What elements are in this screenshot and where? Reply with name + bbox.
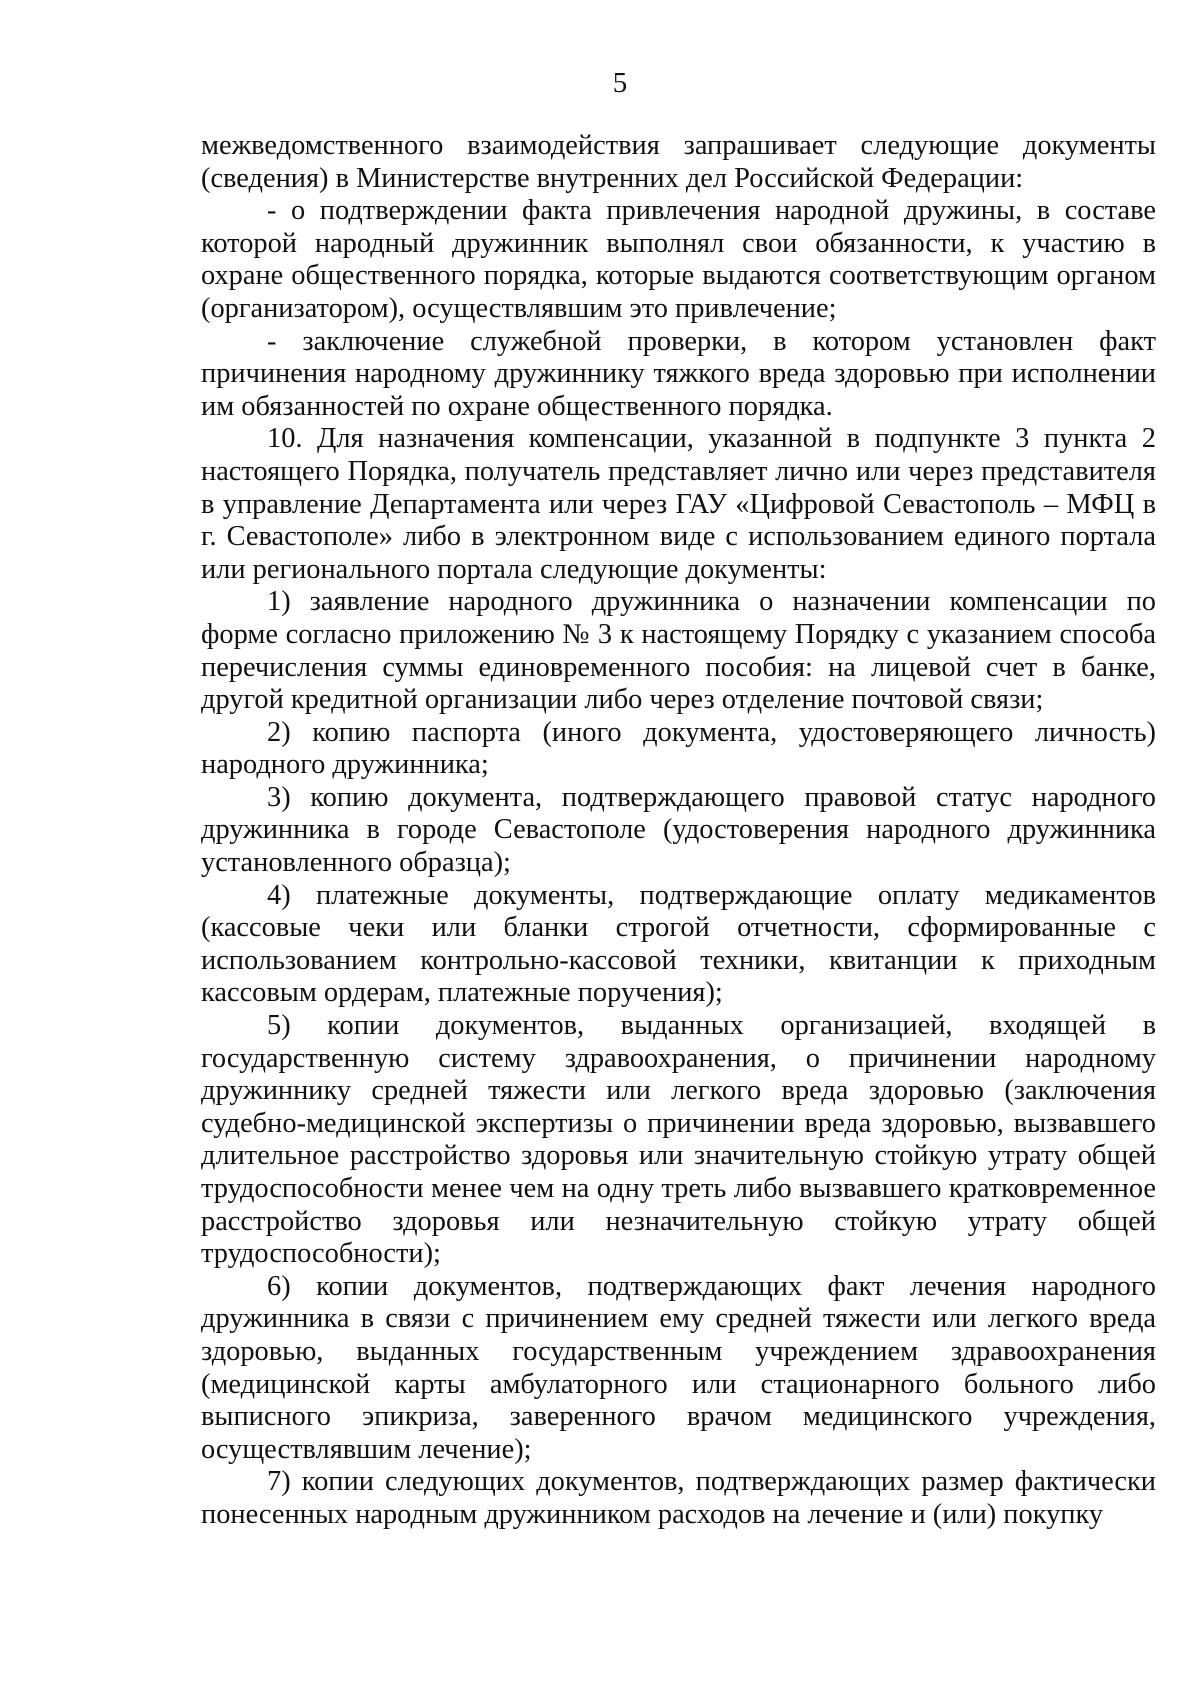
list-item: 4) платежные документы, подтверждающие оплату медикаментов (кассовые чеки или бланки строгой отчетности, сформированные с использованием контрольно-кассовой техники, квитанции к приходным кассовым ордерам, платежные поручения); xyxy=(201,879,1156,1009)
list-item: 6) копии документов, подтверждающих факт лечения народного дружинника в связи с причинением ему средней тяжести или легкого вреда здоровью, выданных государственным учреждением здравоохранения (медицинской карты амбулаторного или стационарного больного либо выписного эпикриза, заверенного врачом медицинского учреждения, осуществлявшим лечение); xyxy=(201,1270,1156,1465)
document-body xyxy=(201,130,1156,1532)
paragraph: - о подтверждении факта привлечения народной дружины, в составе которой народный дружинник выполнял свои обязанности, к участию в охране общественного порядка, которые выдаются соответствующим органом (организатором), осуществлявшим это привлечение; xyxy=(201,195,1156,324)
paragraph: 10. Для назначения компенсации, указанной в подпункте 3 пункта 2 настоящего Порядка, получатель представляет лично или через представителя в управление Департамента или через ГАУ «Цифровой Севастополь – МФЦ в г. Севастополе» либо в электронном виде с использованием единого портала или регионального портала следующие документы: xyxy=(201,423,1156,585)
list-item: 7) копии следующих документов, подтверждающих размер фактически понесенных народным дружинником расходов на лечение и (или) покупку xyxy=(201,1466,1156,1530)
list-item: 2) копию паспорта (иного документа, удостоверяющего личность) народного дружинника; xyxy=(201,716,1156,781)
paragraph: межведомственного взаимодействия запрашивает следующие документы (сведения) в Министерстве внутренних дел Российской Федерации: xyxy=(201,130,1156,194)
page-number: 5 xyxy=(612,67,628,99)
paragraph: - заключение служебной проверки, в котором установлен факт причинения народному дружиннику тяжкого вреда здоровью при исполнении им обязанностей по охране общественного порядка. xyxy=(201,325,1156,422)
list-item: 5) копии документов, выданных организацией, входящей в государственную систему здравоохранения, о причинении народному дружиннику средней тяжести или легкого вреда здоровью (заключения судебно-медицинской экспертизы о причинении вреда здоровью, вызвавшего длительное расстройство здоровья или значительную стойкую утрату общей трудоспособности менее чем на одну треть либо вызвавшего кратковременное расстройство здоровья или незначительную стойкую утрату общей трудоспособности); xyxy=(201,1010,1156,1270)
list-item: 1) заявление народного дружинника о назначении компенсации по форме согласно приложению № 3 к настоящему Порядку с указанием способа перечисления суммы единовременного пособия: на лицевой счет в банке, другой кредитной организации либо через отделение почтовой связи; xyxy=(201,586,1156,716)
list-item: 3) копию документа, подтверждающего правовой статус народного дружинника в городе Севастополе (удостоверения народного дружинника установленного образца); xyxy=(201,781,1156,879)
